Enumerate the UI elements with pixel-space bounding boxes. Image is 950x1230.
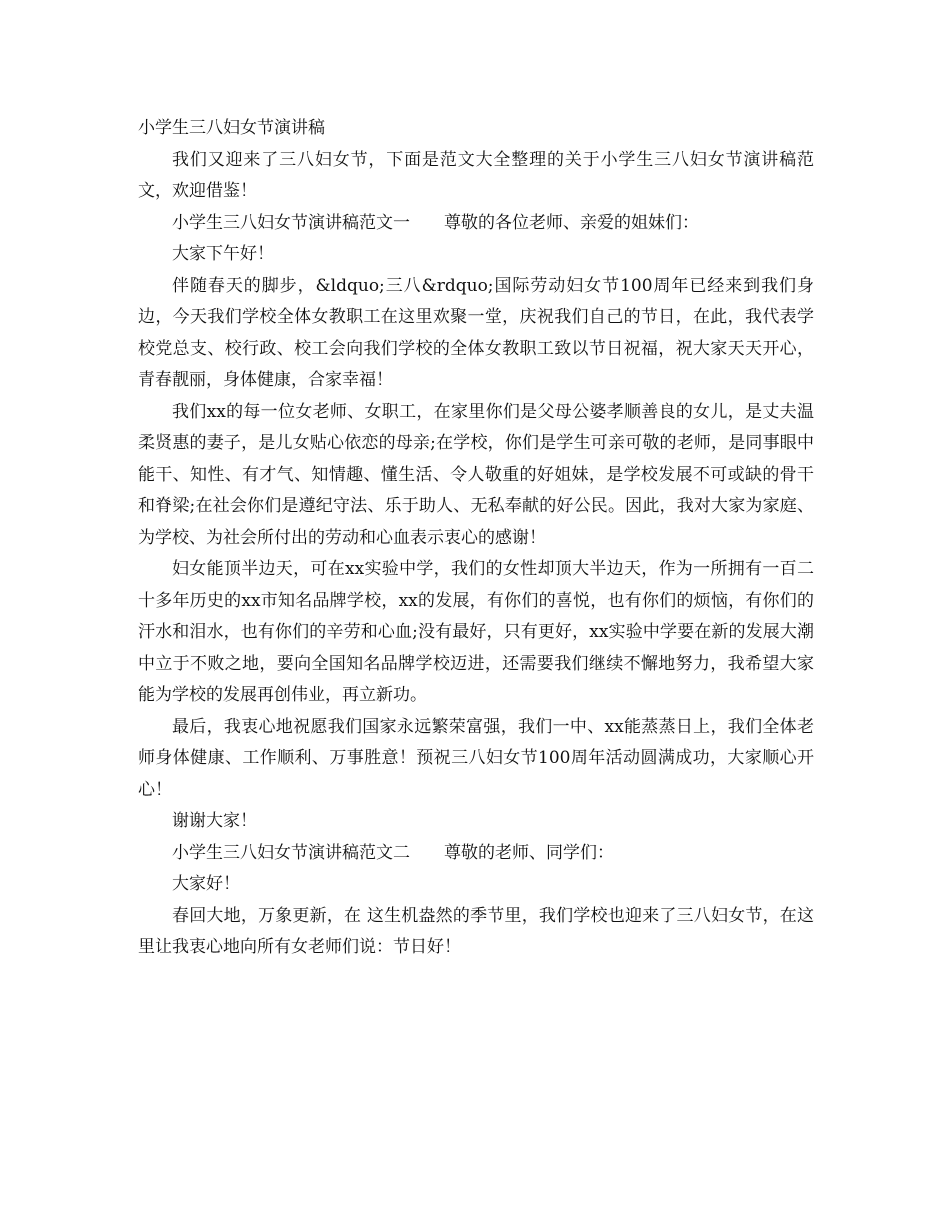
greeting-paragraph: 大家好！ xyxy=(172,874,240,894)
thanks-paragraph: 谢谢大家！ xyxy=(172,811,257,831)
section-two-heading: 小学生三八妇女节演讲稿范文二 尊敬的老师、同学们： xyxy=(172,842,614,863)
body-paragraph: 我们xx的每一位女老师、女职工，在家里你们是父母公婆孝顺善良的女儿，是丈夫温柔贤惠的妻子，是儿女贴心依恋的母亲;在学校，你们是学生可亲可敬的老师，是同事眼中能干、知性、有才气、知情趣、懂生活、令人敬重的好姐妹，是学校发展不可或缺的骨干和脊梁;在社会你们是遵纪守法、乐于助人、无私奉献的好公民。因此，我对大家为家庭、为学校、为社会所付出的劳动和心血表示衷心的感谢！ xyxy=(138,401,814,548)
body-paragraph: 春回大地，万象更新，在 这生机盎然的季节里，我们学校也迎来了三八妇女节，在这里让我衷心地向所有女老师们说：节日好！ xyxy=(138,905,814,957)
body-paragraph: 最后，我衷心地祝愿我们国家永远繁荣富强，我们一中、xx能蒸蒸日上，我们全体老师身体健康、工作顺利、万事胜意！预祝三八妇女节100周年活动圆满成功，大家顺心开心！ xyxy=(138,716,814,800)
body-paragraph: 伴随春天的脚步，&ldquo;三八&rdquo;国际劳动妇女节100周年已经来到我们身边，今天我们学校全体女教职工在这里欢聚一堂，庆祝我们自己的节日，在此，我代表学校党总支、校行政、校工会向我们学校的全体女教职工致以节日祝福，祝大家天天开心，青春靓丽，身体健康，合家幸福！ xyxy=(138,275,814,390)
document-body xyxy=(138,113,814,964)
document-title: 小学生三八妇女节演讲稿 xyxy=(138,118,325,138)
body-paragraph: 妇女能顶半边天，可在xx实验中学，我们的女性却顶大半边天，作为一所拥有一百二十多年历史的xx市知名品牌学校，xx的发展，有你们的喜悦，也有你们的烦恼，有你们的汗水和泪水，也有你们的辛劳和心血;没有最好，只有更好，xx实验中学要在新的发展大潮中立于不败之地，要向全国知名品牌学校迈进，还需要我们继续不懈地努力，我希望大家能为学校的发展再创伟业，再立新功。 xyxy=(138,559,814,705)
intro-paragraph: 我们又迎来了三八妇女节，下面是范文大全整理的关于小学生三八妇女节演讲稿范文，欢迎借鉴！ xyxy=(138,149,814,201)
greeting-paragraph: 大家下午好！ xyxy=(172,244,274,264)
section-one-heading: 小学生三八妇女节演讲稿范文一 尊敬的各位老师、亲爱的姐妹们： xyxy=(172,212,699,233)
